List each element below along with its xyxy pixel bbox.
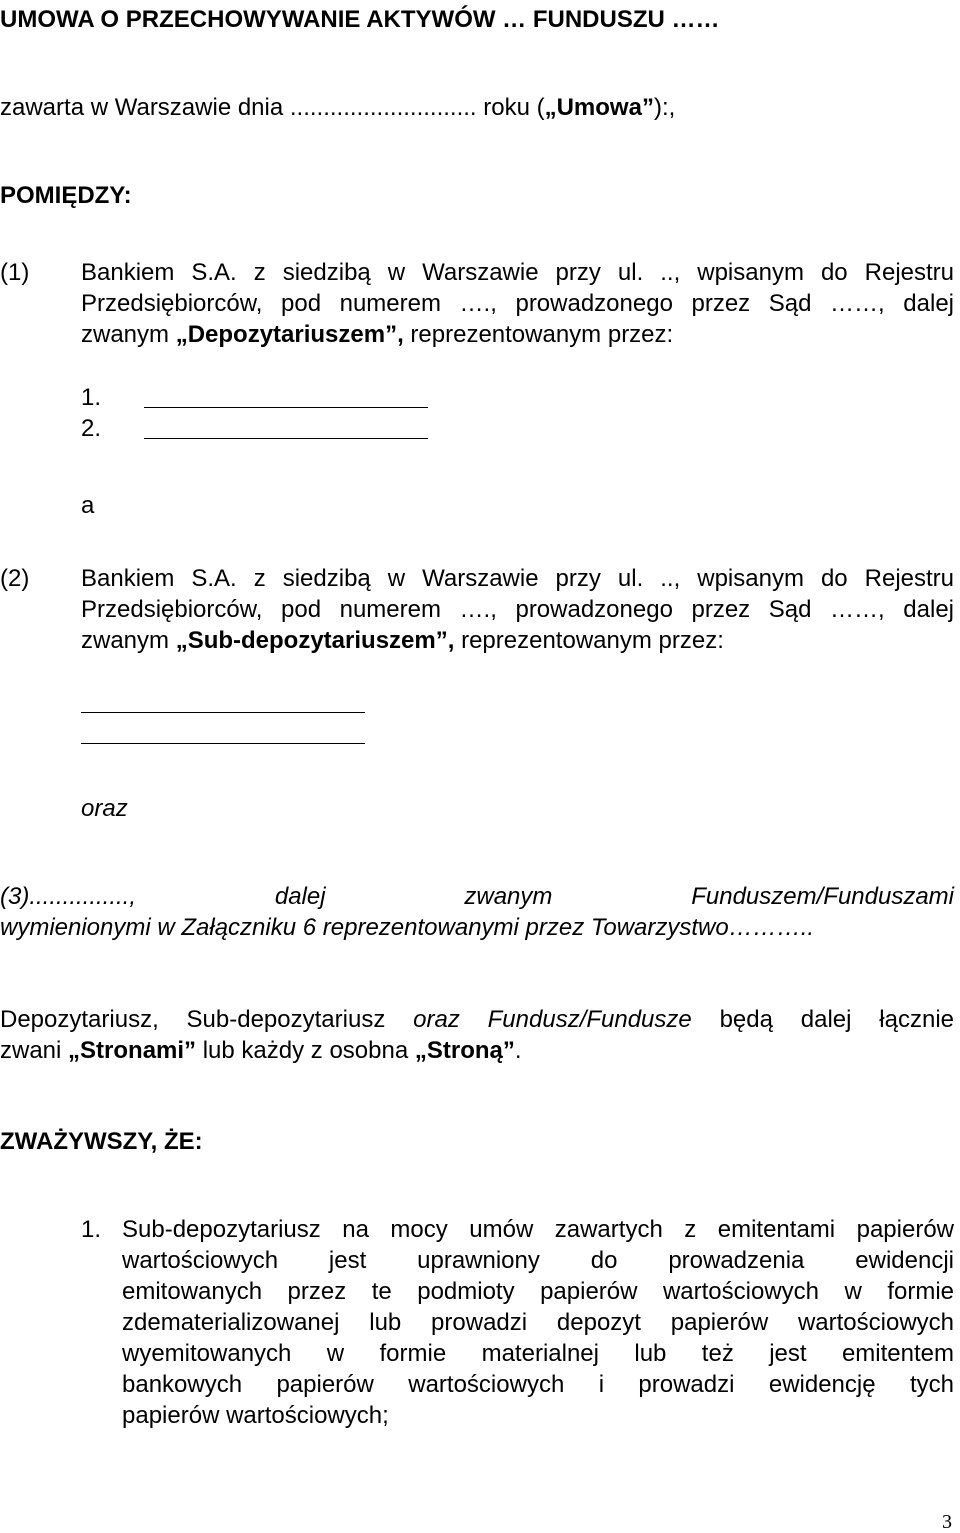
summary-line2-middle: lub każdy z osobna <box>196 1037 415 1064</box>
summary-part3: będą dalej łącznie <box>691 1006 955 1033</box>
party2-term: „Sub-depozytariuszem”, <box>175 627 455 654</box>
recital1-line: wyemitowanych w formie materialnej lub też jest emitentem <box>122 1340 954 1367</box>
summary-term-stronami: „Stronami” <box>68 1037 197 1064</box>
party1-connector: a <box>81 492 95 519</box>
intro-line <box>0 92 960 123</box>
party2-line1: Bankiem S.A. z siedzibą w Warszawie przy ul. .., wpisanym do Rejestru <box>81 565 954 592</box>
party3-line2: wymienionymi w Załączniku 6 reprezentowanymi przez Towarzystwo……….. <box>0 914 815 941</box>
party3-line1: (3)..............., dalej zwanym Funduszem/Funduszami <box>0 883 954 910</box>
recital1-number: 1. <box>81 1216 102 1243</box>
recital1-line: bankowych papierów wartościowych i prowadzi ewidencję tych <box>122 1371 954 1398</box>
intro-prefix: zawarta w Warszawie dnia ............................ roku ( <box>0 94 545 121</box>
party1-rep-2-blank <box>144 438 428 439</box>
party2-line3-prefix: zwanym <box>81 627 176 654</box>
party2-rep-2-blank <box>81 743 365 744</box>
recital1-text <box>122 1214 954 1431</box>
party1-line2: Przedsiębiorców, pod numerem …., prowadzonego przez Sąd ……, dalej <box>81 290 954 317</box>
summary-line2-prefix: zwani <box>0 1037 69 1064</box>
party1-term: „Depozytariuszem”, <box>175 321 404 348</box>
parties-summary <box>0 1004 954 1066</box>
recital1-line: zdematerializowanej lub prowadzi depozyt papierów wartościowych <box>122 1309 954 1336</box>
page-number: 3 <box>942 1511 952 1533</box>
summary-part1: Depozytariusz, Sub-depozytariusz <box>0 1006 414 1033</box>
party2-line3 <box>81 625 954 656</box>
intro-suffix: ):, <box>653 94 676 121</box>
party2-line3-suffix: reprezentowanym przez: <box>454 627 724 654</box>
whereas-heading: ZWAŻYWSZY, ŻE: <box>0 1128 203 1155</box>
party1-line1: Bankiem S.A. z siedzibą w Warszawie przy ul. .., wpisanym do Rejestru <box>81 259 954 286</box>
party1-rep-2-number: 2. <box>81 415 102 442</box>
summary-line1 <box>0 1004 954 1035</box>
party2-rep-1-blank <box>81 712 365 713</box>
recital1-line: Sub-depozytariusz na mocy umów zawartych z emitentami papierów <box>122 1216 954 1243</box>
party1-rep-1-blank <box>144 407 428 408</box>
party1-text <box>81 257 954 350</box>
party2-line2: Przedsiębiorców, pod numerem …., prowadzonego przez Sąd ……, dalej <box>81 596 954 623</box>
party2-text <box>81 563 954 656</box>
document-title: UMOWA O PRZECHOWYWANIE AKTYWÓW … FUNDUSZU …… <box>0 6 720 33</box>
intro-quote-close: ” <box>641 94 654 121</box>
between-heading: POMIĘDZY: <box>0 182 132 209</box>
party2-connector: oraz <box>81 795 128 822</box>
party3-text <box>0 881 954 943</box>
recital1-line: wartościowych jest uprawniony do prowadzenia ewidencji <box>122 1247 954 1274</box>
recital1-line: emitowanych przez te podmioty papierów wartościowych w formie <box>122 1278 954 1305</box>
recital1-line: papierów wartościowych; <box>122 1402 389 1429</box>
party1-line3-prefix: zwanym <box>81 321 176 348</box>
party1-line3 <box>81 319 954 350</box>
party1-line3-suffix: reprezentowanym przez: <box>403 321 674 348</box>
summary-line2-suffix: . <box>514 1037 522 1064</box>
party1-rep-1-number: 1. <box>81 384 102 411</box>
summary-part2: oraz Fundusz/Fundusze <box>413 1006 692 1033</box>
intro-term: Umowa <box>556 94 642 121</box>
summary-line2 <box>0 1035 954 1066</box>
summary-term-strona: „Stroną” <box>414 1037 515 1064</box>
party1-number: (1) <box>0 259 30 286</box>
party2-number: (2) <box>0 565 30 592</box>
intro-quote-open: „ <box>544 94 557 121</box>
